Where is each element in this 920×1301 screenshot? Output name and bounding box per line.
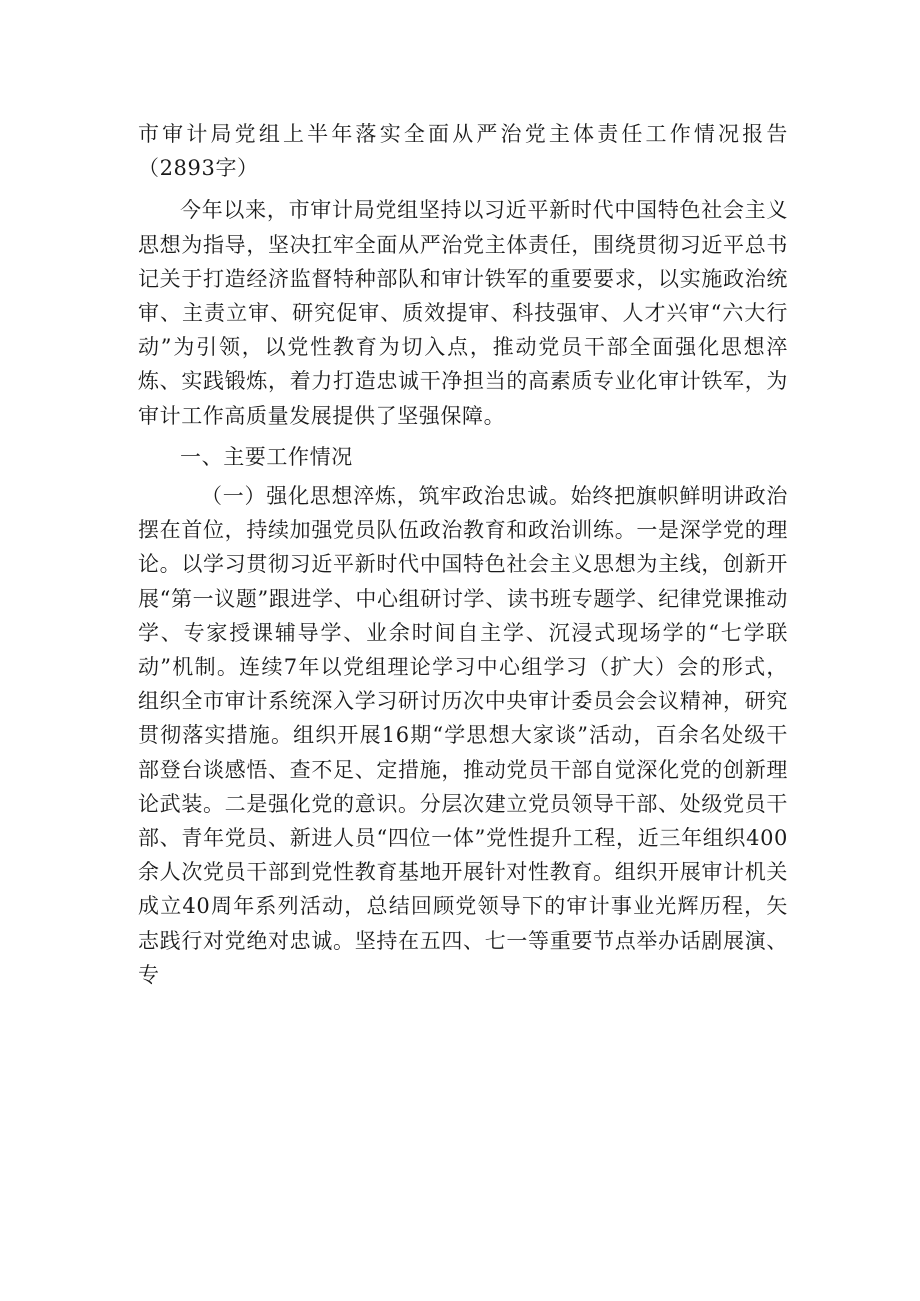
- document-title: 市审计局党组上半年落实全面从严治党主体责任工作情况报告（2893字）: [138, 122, 788, 181]
- intro-paragraph: 今年以来，市审计局党组坚持以习近平新时代中国特色社会主义思想为指导，坚决扛牢全面从严治党主体责任，围绕贯彻习近平总书记关于打造经济监督特种部队和审计铁军的重要要求，以实施政治统审、主责立审、研究促审、质效提审、科技强审、人才兴审“六大行动”为引领，以党性教育为切入点，推动党员干部全面强化思想淬炼、实践锻炼，着力打造忠诚干净担当的高素质专业化审计铁军，为审计工作高质量发展提供了坚强保障。: [138, 198, 788, 428]
- subsection-paragraph: （一）强化思想淬炼，筑牢政治忠诚。始终把旗帜鲜明讲政治摆在首位，持续加强党员队伍政治教育和政治训练。一是深学党的理论。以学习贯彻习近平新时代中国特色社会主义思想为主线，创新开展“第一议题”跟进学、中心组研讨学、读书班专题学、纪律党课推动学、专家授课辅导学、业余时间自主学、沉浸式现场学的“七学联动”机制。连续7年以党组理论学习中心组学习（扩大）会的形式，组织全市审计系统深入学习研讨历次中央审计委员会会议精神，研究贯彻落实措施。组织开展16期“学思想大家谈”活动，百余名处级干部登台谈感悟、查不足、定措施，推动党员干部自觉深化党的创新理论武装。二是强化党的意识。分层次建立党员领导干部、处级党员干部、青年党员、新进人员“四位一体”党性提升工程，近三年组织400余人次党员干部到党性教育基地开展针对性教育。组织开展审计机关成立40周年系列活动，总结回顾党领导下的审计事业光辉历程，矢志践行对党绝对忠诚。坚持在五四、七一等重要节点举办话剧展演、专: [138, 484, 788, 987]
- document-body: [138, 117, 788, 992]
- section-heading: 一、主要工作情况: [180, 444, 353, 469]
